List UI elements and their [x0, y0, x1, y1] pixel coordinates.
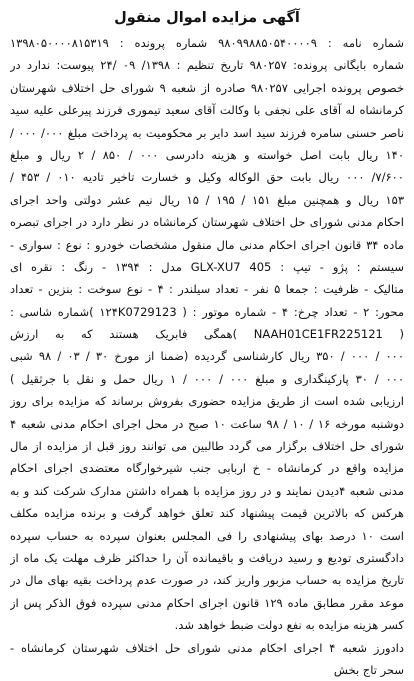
signature-title: دادورز شعبه ۴ اجرای احکام مدنی شورای حل اختلاف شهرستان کرمانشاه -: [10, 640, 404, 655]
notice-title: آگهی مزایده اموال منقول: [114, 10, 300, 26]
signature-name: سحر تاج بخش: [333, 662, 404, 677]
notice-line-14: ( NAAH01CE1FR225121 )همگی فابریک هستند که به ارزش: [10, 327, 404, 342]
notice-line-9: احکام مدنی شورای حل اختلاف شهرستان کرمانشاه در نظر دارد در اجرای تبصره: [10, 215, 404, 230]
notice-line-26: موعد مقرر مطابق ماده ۱۲۹ قانون اجرای احکام مدنی سپرده فوق الذکر پس از: [10, 595, 404, 610]
notice-body: [10, 32, 404, 637]
notice-line-6: ۱۴۰ ریال بابت اصل خواسته و هزینه دادرسی ۰۰۰ / ۸۵۰ / ۲ ریال و مبلغ: [10, 147, 404, 162]
notice-line-24: دادگستری تودیع و رسید دریافت و باقیمانده آن را حداکثر ظرف مهلت یک ماه از: [10, 550, 404, 565]
notice-line-17: ارزیابی شده است از طریق مزایده حضوری بفروش برساند که مزایده برای روز: [10, 394, 404, 409]
notice-line-15: ۰۰۰ / ۰۰۰ / ۳۵۰ ریال کارشناسی گردیده (ضمنا از مورخ ۳۰ / ۰۳ / ۹۸ شبی: [10, 349, 404, 364]
notice-line-22: هرکس که بالاترین قیمت پیشنهاد کند تعلق خواهد گرفت و برنده مزایده مکلف: [10, 506, 404, 521]
notice-line-2: شماره بایگانی پرونده: ۹۸۰۲۵۷ تاریخ تنظیم : ۱۳۹۸/ ۰۹ /۲۴ پیوست: ندارد در: [10, 58, 404, 73]
notice-line-27: کسر هزینه مزایده به نفع دولت ضبط خواهد شد.: [174, 618, 404, 633]
notice-line-12: متالیک - ظرفیت : جمعا ۵ نفر - تعداد سیلندر : ۴ - نوع سوخت : بنزین - تعداد: [10, 282, 404, 297]
notice-line-3: خصوص پرونده اجرایی ۹۸۰۲۵۷ صادره از شعبه ۹ شورای حل اختلاف شهرستان: [10, 80, 404, 95]
notice-line-21: مدنی شعبه ۴دیدن نمایند و در روز مزایده با همراه داشتن مدارک شرکت کند و به: [10, 483, 404, 498]
notice-line-16: ۰۰۰ / ۳۰ پارکینگداری و مبلغ ۰۰۰ / ۰۰۰ / ۱ ریال حمل و نقل با جرثقیل ): [10, 371, 404, 386]
notice-line-23: است ۱۰ درصد بهای پیشنهادی را فی المجلس بعنوان سپرده به حساب سپرده: [10, 528, 404, 543]
notice-line-18: دوشنبه مورخه ۱۶ / ۱۰ / ۹۸ ساعت ۱۰ صبح در محل اجرای احکام مدنی شعبه ۴: [10, 416, 404, 431]
notice-line-20: مزایده واقع در کرمانشاه - خ اربابی جنب شیرخوارگاه معتضدی اجرای احکام: [10, 461, 404, 476]
notice-line-13: محور: ۲ - تعداد چرخ: ۴ - شماره موتور : ( ۱۲۴K0729123 )شماره شاسی :: [10, 304, 404, 319]
notice-line-8: ۱۵۳ ریال و همچنین مبلغ ۱۵۱ / ۱۹۵ / ۱۵ ریال نیم عشر دولتی واحد اجرای: [10, 192, 404, 207]
notice-line-1: شماره نامه : ۹۸۰۹۹۸۸۵۰۵۴۰۰۰۰۹ شماره پرونده : ۱۳۹۸۰۵۰۰۰۰۸۱۵۳۱۹: [10, 36, 404, 50]
notice-line-11: سیستم : پژو - تیپ : GLX-XU7 405 مدل : ۱۳۹۴ - رنگ : نقره ای: [10, 259, 404, 274]
notice-line-5: ناصر حسنی سامره فرزند سید اسد دایر بر محکومیت به پرداخت مبلغ ۰۰۰/ ۰۰۰ /: [10, 125, 404, 140]
notice-line-10: ماده ۳۴ قانون اجرای احکام مدنی مال منقول مشخصات خودرو : نوع : سواری -: [10, 237, 404, 252]
notice-line-7: ۷/۶۰۰/ ۰۰۰ ریال بابت حق الوکاله وکیل و خسارت تاخیر تادیه ۰۱۰ / ۴۵۳ /: [10, 170, 404, 185]
notice-line-19: شورای حل اختلاف برگزار می گردد طالبین می توانند روز قبل از مزایده از مال: [10, 439, 404, 454]
notice-signature: [10, 637, 404, 681]
notice-line-25: تاریخ مزایده به حساب مزبور واریز کند، در صورت عدم پرداخت بقیه بهای مال در: [10, 573, 404, 588]
notice-line-4: کرمانشاه له آقای علی نجفی با وکالت آقای سعید تیموری فرزند پیرعلی علیه سید: [10, 103, 404, 118]
